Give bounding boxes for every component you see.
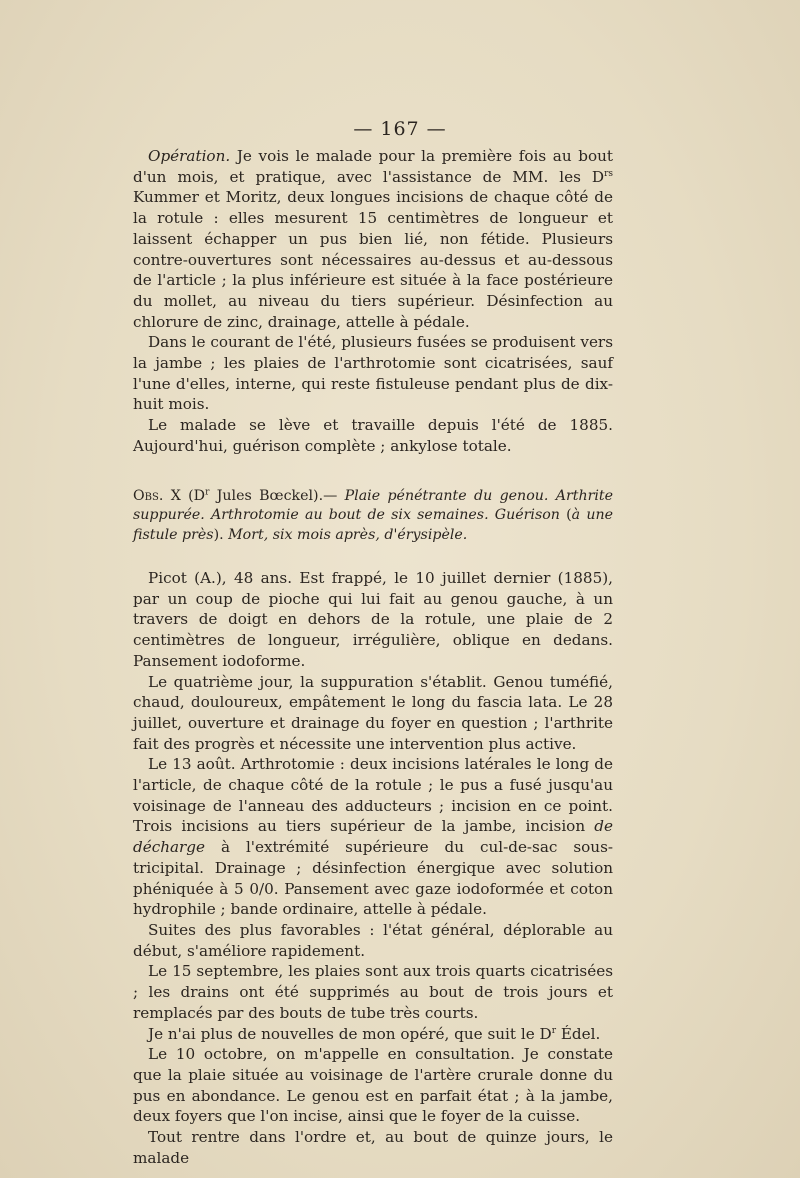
obs-author-pre: (D xyxy=(180,487,206,504)
obs-author: Jules Bœckel).— xyxy=(209,487,345,504)
q6-sup: r xyxy=(551,1025,557,1036)
operation-sup: rs xyxy=(604,168,613,179)
paragraph-q1: Picot (A.), 48 ans. Est frappé, le 10 juillet dernier (1885), par un coup de pioche qui lui fait au genou gauche, à un travers de doigt en dehors de la rotule, une plaie de 2 centimètres de longueur, irrégulière, oblique en dedans. Pansement iodoforme. xyxy=(133,569,613,670)
q6-text-a: Je n'ai plus de nouvelles de mon opéré, que suit le D xyxy=(148,1024,552,1043)
obs-author-sup: r xyxy=(205,486,210,497)
paragraph-q6 xyxy=(133,1024,613,1045)
obs-paren: ( xyxy=(559,507,572,524)
observation-heading xyxy=(133,487,613,546)
paragraph-q4: Suites des plus favorables : l'état général, déplorable au début, s'améliore rapidement. xyxy=(133,921,613,960)
q3-text-b: à l'extrémité supérieure du cul-de-sac sous-tricipital. Drainage ; désinfection énergique avec solution phéniquée à 5 0/0. Pansement avec gaze iodoformée et coton hydrophile ; bande ordinaire, attelle à pédale. xyxy=(133,838,613,919)
obs-title: Plaie pénétrante du genou. Arthrite suppurée. Arthrotomie au bout de six semaines. Guérison xyxy=(133,487,614,524)
paragraph-q7: Le 10 octobre, on m'appelle en consultation. Je constate que la plaie située au voisinage de l'artère crurale donne du pus en abondance. Le genou est en parfait état ; à la jambe, deux foyers que l'on incise, ainsi que le foyer de la cuisse. xyxy=(133,1045,613,1126)
obs-title-3: Mort, six mois après, d'érysipèle. xyxy=(228,526,468,543)
obs-close: ). xyxy=(213,526,229,543)
q6-text-b: Édel. xyxy=(556,1024,601,1043)
paragraph-operation xyxy=(133,146,613,332)
spacer xyxy=(133,457,613,487)
obs-label: Obs. X xyxy=(133,487,181,504)
q3-text-a: Le 13 août. Arthrotomie : deux incisions latérales le long de l'article, de chaque côté de la rotule ; le pus a fusé jusqu'au voisinage de l'anneau des adducteurs ; incision en ce point. Trois incisions au tiers supérieur de la jambe, incision xyxy=(133,755,613,836)
body-text xyxy=(133,146,613,1168)
paragraph-q5: Le 15 septembre, les plaies sont aux trois quarts cicatrisées ; les drains ont été supprimés au bout de trois jours et remplacés par des bouts de tube très courts. xyxy=(133,962,613,1022)
obs-title-2: à une fistule près xyxy=(133,507,613,543)
paragraph-3: Le malade se lève et travaille depuis l'été de 1885. Aujourd'hui, guérison complète ; ankylose totale. xyxy=(133,416,613,455)
operation-text-2: Kummer et Moritz, deux longues incisions de chaque côté de la rotule : elles mesurent 15 centimètres de longueur et laissent échapper un pus bien lié, non fétide. Plusieurs contre-ouvertures sont nécessaires au-dessus et au-dessous de l'article ; la plus inférieure est située à la face postérieure du mollet, au niveau du tiers supérieur. Désinfection au chlorure de zinc, drainage, attelle à pédale. xyxy=(133,188,613,331)
operation-text: Je vois le malade pour la première fois au bout d'un mois, et pratique, avec l'assistance de MM. les D xyxy=(133,147,613,186)
spacer-2 xyxy=(133,545,613,568)
paragraph-q8: Tout rentre dans l'ordre et, au bout de quinze jours, le malade xyxy=(133,1128,613,1167)
paragraph-q3 xyxy=(133,754,613,920)
q3-italic: de décharge xyxy=(133,817,613,857)
paragraph-2: Dans le courant de l'été, plusieurs fusées se produisent vers la jambe ; les plaies de l'arthrotomie sont cicatrisées, sauf l'une d'elles, interne, qui reste fistuleuse pendant plus de dix-huit mois. xyxy=(133,333,613,414)
paragraph-q2: Le quatrième jour, la suppuration s'établit. Genou tuméfié, chaud, douloureux, empâtement le long du fascia lata. Le 28 juillet, ouverture et drainage du foyer en question ; l'arthrite fait des progrès et nécessite une intervention plus active. xyxy=(133,672,613,753)
operation-label: Opération. xyxy=(148,147,231,165)
page-number: — 167 — xyxy=(353,118,447,140)
